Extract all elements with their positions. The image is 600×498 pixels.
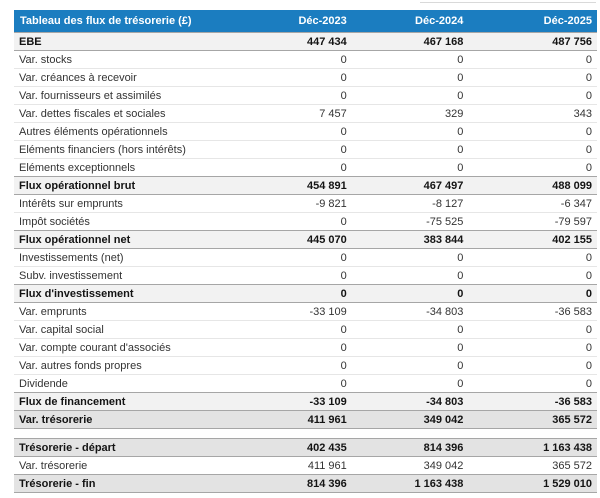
row-label: Flux de financement (14, 393, 247, 411)
row-label: Impôt sociétés (14, 213, 247, 231)
row-value: 402 155 (480, 231, 597, 249)
table-row (14, 375, 597, 393)
row-value: 365 572 (480, 411, 597, 429)
row-value: 0 (247, 375, 364, 393)
row-value: 411 961 (247, 457, 364, 475)
cash-flow-table-area (14, 10, 597, 493)
table-row (14, 285, 597, 303)
row-label: Trésorerie - fin (14, 475, 247, 493)
row-value: 467 168 (364, 33, 481, 51)
row-value: 0 (364, 249, 481, 267)
row-label: Intérêts sur emprunts (14, 195, 247, 213)
row-label: Var. trésorerie (14, 457, 247, 475)
row-value: 0 (364, 51, 481, 69)
table-row (14, 231, 597, 249)
row-value: 1 163 438 (480, 439, 597, 457)
row-value: -33 109 (247, 303, 364, 321)
column-header-dec-2024: Déc-2024 (364, 10, 481, 33)
row-value: 1 163 438 (364, 475, 481, 493)
row-label: Var. créances à recevoir (14, 69, 247, 87)
row-value: 467 497 (364, 177, 481, 195)
row-value: 0 (364, 339, 481, 357)
row-value: 0 (480, 357, 597, 375)
table-row (14, 141, 597, 159)
row-value: 0 (247, 267, 364, 285)
table-row (14, 393, 597, 411)
table-row (14, 457, 597, 475)
row-value: 0 (480, 249, 597, 267)
row-value: 349 042 (364, 411, 481, 429)
row-value: 0 (247, 357, 364, 375)
row-value: 447 434 (247, 33, 364, 51)
table-row (14, 159, 597, 177)
row-label: Var. trésorerie (14, 411, 247, 429)
table-row (14, 213, 597, 231)
row-value: 0 (364, 159, 481, 177)
table-header-row (14, 10, 597, 33)
row-value: 0 (247, 123, 364, 141)
row-value: -8 127 (364, 195, 481, 213)
row-value: 0 (480, 375, 597, 393)
row-value: 0 (364, 285, 481, 303)
row-value: 0 (247, 87, 364, 105)
row-value: 814 396 (364, 439, 481, 457)
row-label: Var. autres fonds propres (14, 357, 247, 375)
row-value: -6 347 (480, 195, 597, 213)
row-value: 7 457 (247, 105, 364, 123)
row-label: Eléments exceptionnels (14, 159, 247, 177)
row-value: 0 (247, 249, 364, 267)
row-value: 488 099 (480, 177, 597, 195)
column-header-dec-2023: Déc-2023 (247, 10, 364, 33)
table-row (14, 321, 597, 339)
row-label: Subv. investissement (14, 267, 247, 285)
row-label: Var. emprunts (14, 303, 247, 321)
row-value: 0 (480, 339, 597, 357)
cash-flow-main-table (14, 10, 597, 429)
row-value: 0 (364, 87, 481, 105)
row-value: 0 (247, 159, 364, 177)
row-value: -33 109 (247, 393, 364, 411)
row-label: Trésorerie - départ (14, 439, 247, 457)
row-value: 329 (364, 105, 481, 123)
table-row (14, 33, 597, 51)
row-label: Flux d'investissement (14, 285, 247, 303)
row-label: Var. dettes fiscales et sociales (14, 105, 247, 123)
row-value: 0 (247, 213, 364, 231)
row-label: Var. fournisseurs et assimilés (14, 87, 247, 105)
row-value: 0 (247, 321, 364, 339)
row-value: 814 396 (247, 475, 364, 493)
table-row (14, 51, 597, 69)
row-value: 0 (364, 357, 481, 375)
row-label: Investissements (net) (14, 249, 247, 267)
row-value: -36 583 (480, 303, 597, 321)
table-row (14, 105, 597, 123)
row-value: 0 (480, 267, 597, 285)
row-label: Flux opérationnel brut (14, 177, 247, 195)
row-value: 0 (247, 69, 364, 87)
row-value: 0 (480, 87, 597, 105)
table-row (14, 195, 597, 213)
row-value: 402 435 (247, 439, 364, 457)
row-label: Var. capital social (14, 321, 247, 339)
row-label: Var. compte courant d'associés (14, 339, 247, 357)
row-value: 0 (364, 141, 481, 159)
row-label: Eléments financiers (hors intérêts) (14, 141, 247, 159)
table-row (14, 411, 597, 429)
table-row (14, 475, 597, 493)
row-value: 0 (247, 339, 364, 357)
column-header-dec-2025: Déc-2025 (480, 10, 597, 33)
row-label: Var. stocks (14, 51, 247, 69)
row-value: 365 572 (480, 457, 597, 475)
row-value: 0 (364, 123, 481, 141)
table-row (14, 339, 597, 357)
row-value: 0 (480, 123, 597, 141)
row-value: 454 891 (247, 177, 364, 195)
table-row (14, 69, 597, 87)
row-value: 0 (480, 285, 597, 303)
row-value: 1 529 010 (480, 475, 597, 493)
row-label: Autres éléments opérationnels (14, 123, 247, 141)
table-row (14, 123, 597, 141)
row-value: -75 525 (364, 213, 481, 231)
row-value: 383 844 (364, 231, 481, 249)
row-value: 0 (247, 285, 364, 303)
table-row (14, 177, 597, 195)
row-label: EBE (14, 33, 247, 51)
row-value: 0 (364, 375, 481, 393)
row-value: 0 (480, 51, 597, 69)
row-value: -34 803 (364, 303, 481, 321)
row-value: 343 (480, 105, 597, 123)
table-row (14, 249, 597, 267)
table-row (14, 303, 597, 321)
table-row (14, 439, 597, 457)
row-value: 349 042 (364, 457, 481, 475)
row-value: -9 821 (247, 195, 364, 213)
row-value: -34 803 (364, 393, 481, 411)
row-value: 0 (480, 69, 597, 87)
row-value: 0 (364, 267, 481, 285)
row-value: -36 583 (480, 393, 597, 411)
row-value: 0 (364, 321, 481, 339)
row-value: 411 961 (247, 411, 364, 429)
row-value: 0 (480, 141, 597, 159)
row-value: 0 (247, 51, 364, 69)
table-row (14, 357, 597, 375)
cash-flow-summary-table (14, 438, 597, 493)
table-row (14, 87, 597, 105)
row-value: -79 597 (480, 213, 597, 231)
row-label: Flux opérationnel net (14, 231, 247, 249)
row-value: 487 756 (480, 33, 597, 51)
table-title: Tableau des flux de trésorerie (£) (14, 10, 247, 33)
row-label: Dividende (14, 375, 247, 393)
row-value: 0 (364, 69, 481, 87)
row-value: 0 (480, 321, 597, 339)
top-edge-line (420, 2, 596, 3)
row-value: 445 070 (247, 231, 364, 249)
row-value: 0 (247, 141, 364, 159)
row-value: 0 (480, 159, 597, 177)
table-row (14, 267, 597, 285)
